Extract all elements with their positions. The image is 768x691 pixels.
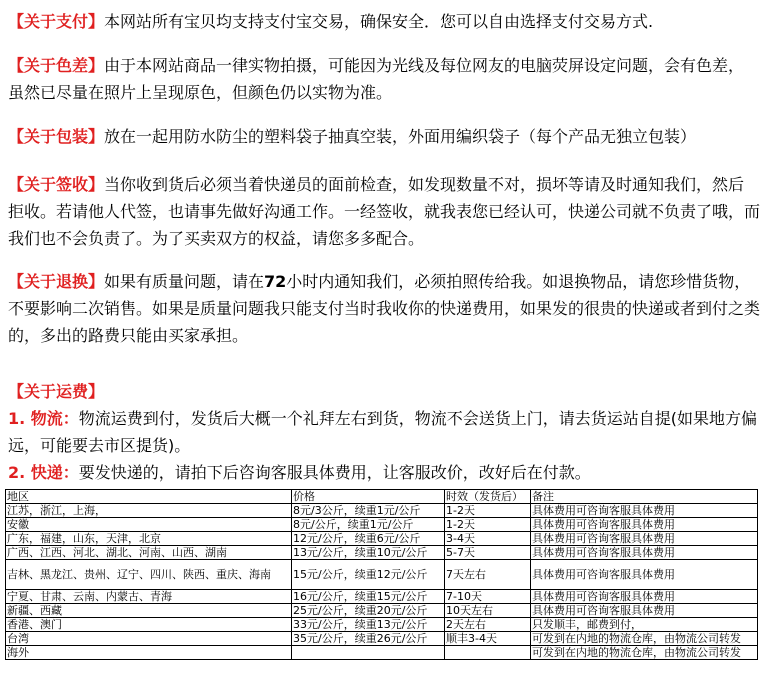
remark-cell: 具体费用可咨询客服具体费用: [531, 518, 758, 532]
returns-hours: 72: [264, 272, 287, 291]
time-cell: 10天左右: [445, 604, 531, 618]
returns-text-after: 小时内通知我们，必须拍照传给我。如退换物品，请您珍惜货物，不要影响二次销售。如果是质量问题我只能支付当时我收你的快递费用，如果发的很贵的快递或者到付之类的，多出的路费只能由买家承担。: [8, 272, 761, 345]
receipt-label: 【关于签收】: [8, 175, 105, 194]
color-label: 【关于色差】: [8, 56, 105, 75]
price-cell: [292, 646, 445, 660]
price-cell: 15元/公斤，续重12元/公斤: [292, 560, 445, 590]
remark-cell: 具体费用可咨询客服具体费用: [531, 532, 758, 546]
time-cell: 5-7天: [445, 546, 531, 560]
express-paragraph: [8, 459, 760, 486]
price-cell: 13元/公斤，续重10元/公斤: [292, 546, 445, 560]
remark-cell: 可发到在内地的物流仓库，由物流公司转发: [531, 646, 758, 660]
express-label: 2. 快递：: [8, 463, 79, 482]
shipping-rate-table: [5, 489, 758, 660]
region-cell: 宁夏、甘肃、云南、内蒙古、青海: [6, 590, 292, 604]
shipping-label: 【关于运费】: [8, 382, 105, 401]
price-cell: 33元/公斤，续重13元/公斤: [292, 618, 445, 632]
price-cell: 8元/3公斤，续重1元/公斤: [292, 504, 445, 518]
time-cell: 3-4天: [445, 532, 531, 546]
returns-section: [8, 268, 760, 349]
color-section: [8, 52, 760, 106]
header-delivery-time: 时效（发货后）: [445, 490, 531, 504]
time-cell: 7天左右: [445, 560, 531, 590]
payment-text: 本网站所有宝贝均支持支付宝交易，确保安全．您可以自由选择支付交易方式.: [104, 12, 654, 31]
table-row: [6, 560, 758, 590]
header-price: 价格: [292, 490, 445, 504]
header-remarks: 备注: [531, 490, 758, 504]
payment-section: [8, 8, 760, 35]
remark-cell: 具体费用可咨询客服具体费用: [531, 590, 758, 604]
returns-label: 【关于退换】: [8, 272, 105, 291]
time-cell: 1-2天: [445, 504, 531, 518]
region-cell: 广东，福建，山东，天津，北京: [6, 532, 292, 546]
shipping-section: [8, 378, 760, 486]
time-cell: [445, 646, 531, 660]
time-cell: 7-10天: [445, 590, 531, 604]
logistics-label: 1. 物流：: [8, 409, 79, 428]
region-cell: 江苏，浙江，上海，: [6, 504, 292, 518]
time-cell: 2天左右: [445, 618, 531, 632]
price-cell: 8元/公斤，续重1元/公斤: [292, 518, 445, 532]
table-row: [6, 646, 758, 660]
receipt-text: 当你收到货后必须当着快递员的面前检查，如发现数量不对，损坏等请及时通知我们，然后拒收。若请他人代签，也请事先做好沟通工作。一经签收，就我表您已经认可，快递公司就不负责了哦，而我们也不会负责了。为了买卖双方的权益，请您多多配合。: [8, 175, 761, 248]
table-row: [6, 532, 758, 546]
remark-cell: 具体费用可咨询客服具体费用: [531, 504, 758, 518]
remark-cell: 具体费用可咨询客服具体费用: [531, 604, 758, 618]
returns-text-before: 如果有质量问题，请在: [104, 272, 265, 291]
header-region: 地区: [6, 490, 292, 504]
remark-cell: 只发顺丰，邮费到付，: [531, 618, 758, 632]
time-cell: 1-2天: [445, 518, 531, 532]
express-text: 要发快递的，请拍下后咨询客服具体费用，让客服改价，改好后在付款。: [78, 463, 591, 482]
region-cell: 安徽: [6, 518, 292, 532]
region-cell: 海外: [6, 646, 292, 660]
packaging-text: 放在一起用防水防尘的塑料袋子抽真空装，外面用编织袋子（每个产品无独立包装）: [104, 127, 697, 146]
table-row: [6, 504, 758, 518]
table-row: [6, 618, 758, 632]
table-header-row: [6, 490, 758, 504]
region-cell: 香港、澳门: [6, 618, 292, 632]
region-cell: 广西、江西、河北、湖北、河南、山西、湖南: [6, 546, 292, 560]
packaging-section: [8, 123, 760, 150]
table-row: [6, 632, 758, 646]
price-cell: 16元/公斤，续重15元/公斤: [292, 590, 445, 604]
receipt-section: [8, 171, 760, 252]
region-cell: 新疆、西藏: [6, 604, 292, 618]
region-cell: 吉林、黑龙江、贵州、辽宁、四川、陕西、重庆、海南: [6, 560, 292, 590]
remark-cell: 具体费用可咨询客服具体费用: [531, 560, 758, 590]
time-cell: 顺丰3-4天: [445, 632, 531, 646]
packaging-label: 【关于包装】: [8, 127, 105, 146]
table-row: [6, 604, 758, 618]
price-cell: 25元/公斤，续重20元/公斤: [292, 604, 445, 618]
remark-cell: 具体费用可咨询客服具体费用: [531, 546, 758, 560]
table-row: [6, 546, 758, 560]
price-cell: 12元/公斤，续重6元/公斤: [292, 532, 445, 546]
table-row: [6, 590, 758, 604]
table-row: [6, 518, 758, 532]
remark-cell: 可发到在内地的物流仓库，由物流公司转发: [531, 632, 758, 646]
logistics-text: 物流运费到付，发货后大概一个礼拜左右到货，物流不会送货上门，请去货运站自提(如果地方偏远，可能要去市区提货)。: [8, 409, 758, 455]
region-cell: 台湾: [6, 632, 292, 646]
price-cell: 35元/公斤，续重26元/公斤: [292, 632, 445, 646]
color-text: 由于本网站商品一律实物拍摄，可能因为光线及每位网友的电脑荧屏设定问题，会有色差，虽然已尽量在照片上呈现原色，但颜色仍以实物为准。: [8, 56, 745, 102]
payment-label: 【关于支付】: [8, 12, 105, 31]
logistics-paragraph: [8, 405, 760, 459]
